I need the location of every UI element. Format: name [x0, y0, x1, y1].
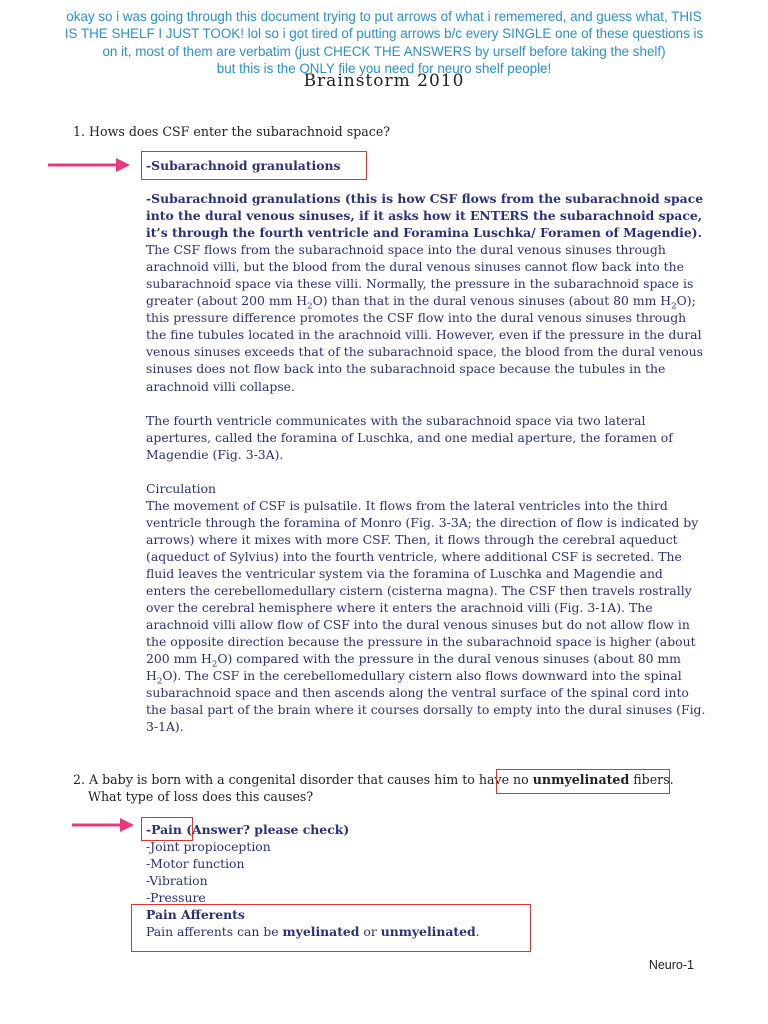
document-title: Brainstorm 2010 [303, 71, 465, 91]
answer-1: -Subarachnoid granulations [146, 158, 341, 173]
circulation-heading: Circulation [146, 480, 217, 496]
afferent-heading: Pain Afferents [146, 907, 245, 922]
question-1: 1. Hows does CSF enter the subarachnoid space? [73, 124, 391, 139]
page-footer: Neuro-1 [648, 958, 694, 972]
option-item: -Vibration [146, 873, 208, 889]
arrow-icon [46, 155, 132, 175]
arrow-icon [70, 815, 136, 835]
header-note [0, 8, 768, 77]
answer-1-explanation [146, 190, 706, 735]
afferent-text: Pain afferents can be myelinated or unmyelinated. [146, 924, 480, 940]
question-2: 2. A baby is born with a congenital disorder that causes him to have no unmyelinated fibers. What type of loss does this causes? [73, 772, 674, 804]
note-line: but this is the ONLY file you need for neuro shelf people! [216, 60, 552, 76]
answer-2-list [146, 821, 706, 906]
explanation-para-3: The movement of CSF is pulsatile. It flows from the lateral ventricles into the third ventricle through the foramina of Monro (Fig. 3-3A; the direction of flow is indicated by arrows) where it mixes with more CSF. Then, it flows through the cerebral aqueduct (aqueduct of Sylvius) into the fourth ventricle, where additional CSF is secreted. The fluid leaves the ventricular system via the foramina of Luschka and Magendie and enters the cerebellomedullary cistern (cisterna magna). The CSF then travels rostrally over the cerebral hemisphere where it enters the arachnoid villi (Fig. 3-1A). The arachnoid villi allow flow of CSF into the dural venous sinuses but do not allow flow in the opposite direction because the pressure in the subarachnoid space is higher (about 200 mm $H_2O$) compared with the pressure in the dural venous sinuses (about 80 mm $H_2O$). The CSF in the cerebellomedullary cistern also flows downward into the spinal subarachnoid space and then ascends along the ventral surface of the spinal cord into the basal part of the brain where it courses dorsally to empty into the dural sinuses (Fig. 3-1A). [146, 497, 706, 735]
explanation-para-2: The fourth ventricle communicates with the subarachnoid space via two lateral apertures, called the foramina of Luschka, and one medial aperture, the foramen of Magendie (Fig. 3-3A). [146, 412, 673, 462]
note-line: IS THE SHELF I JUST TOOK! lol so i got tired of putting arrows b/c every SINGLE one of these questions is [64, 26, 704, 42]
pain-afferents [146, 906, 706, 940]
explanation-bold: -Subarachnoid granulations (this is how CSF flows from the subarachnoid space into the dural venous sinuses, if it asks how it ENTERS the subarachnoid space, it’s through the fourth ventricle and Foramina Luschka/ Foramen of Magendie). [146, 191, 704, 241]
explanation-para-1: The CSF flows from the subarachnoid space into the dural venous sinuses through arachnoid villi, but the blood from the dural venous sinuses cannot flow back into the subarachnoid space via these villi. Normally, the pressure in the subarachnoid space is greater (about 200 mm $H_2O$) than that in the dural venous sinuses (about 80 mm $H_2O$); this pressure difference promotes the CSF flow into the dural venous sinuses through the fine tubules located in the arachnoid villi. However, even if the pressure in the dural venous sinuses exceeds that of the subarachnoid space, the blood from the dural venous sinuses does not flow back into the subarachnoid space because the tubules in the arachnoid villi collapse. [146, 242, 703, 394]
answer-2: -Pain (Answer? please check) [146, 822, 350, 837]
option-item: -Motor function [146, 856, 245, 872]
note-line: on it, most of them are verbatim (just CHECK THE ANSWERS by urself before taking the shelf) [102, 43, 666, 59]
option-item: -Pressure [146, 890, 206, 906]
option-item: -Joint propioception [146, 839, 271, 855]
question-highlight-box [496, 769, 670, 794]
note-line: okay so i was going through this document trying to put arrows of what i rememered, and guess what, THIS [66, 9, 702, 24]
